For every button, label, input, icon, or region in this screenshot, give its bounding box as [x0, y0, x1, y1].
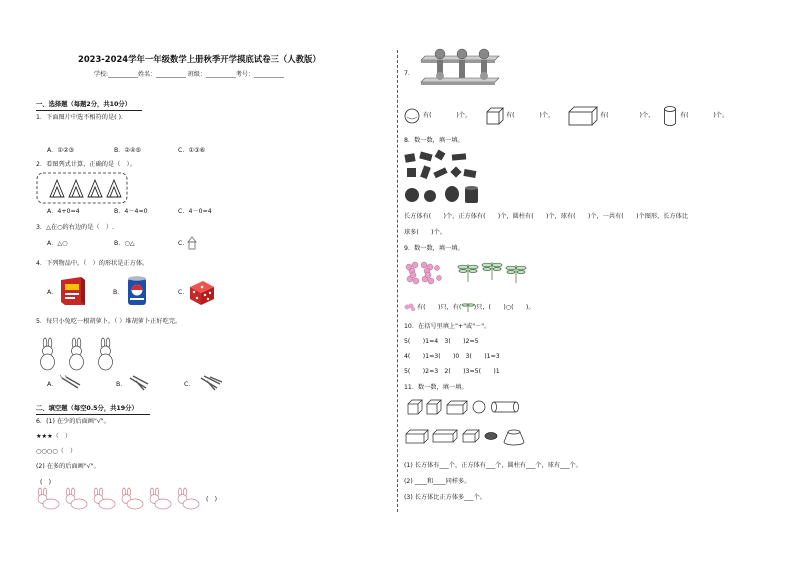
q5-text: 5．每只小兔吃一根胡萝卜，（ ）堆胡萝卜正好吃完。: [36, 318, 182, 325]
q4-option-a: A．: [47, 289, 58, 296]
stars-row: ★★★（ ）: [36, 433, 72, 440]
q3-text: 3．△在○的右边的是（ ）.: [36, 224, 114, 231]
solids-pile-figure: [404, 150, 490, 208]
q3-option-a: A．△○: [47, 240, 68, 247]
q2-option-b: B．4－4=0: [114, 208, 148, 215]
carrots-c-icon: [199, 375, 223, 391]
q1-option-b: B．②④⑤: [114, 147, 142, 154]
q7-number: 7．: [404, 70, 415, 77]
q8-text: 8．数一数，填一填。: [404, 137, 464, 144]
q3-option-c: C．: [178, 240, 189, 247]
section-2-rule: [36, 414, 150, 415]
column-divider: [397, 50, 398, 512]
carrots-b-icon: [128, 375, 150, 391]
cube-shape-icon: [486, 107, 504, 125]
q1-option-c: C．①③⑥: [178, 147, 206, 154]
shelf-figure: [415, 48, 501, 94]
q11-part-1: (1) 长方体有___个，正方体有___个，圆柱有___个，球有___个。: [404, 462, 582, 469]
q5-option-b: B．: [116, 381, 127, 388]
q1-text: 1．下面图片中选不相符的是( )．: [36, 114, 128, 121]
section-2-heading: 二、填空题（每空0.5分，共19分）: [36, 405, 138, 412]
flower-small-icon: [404, 302, 416, 312]
house-shape-icon: [187, 236, 197, 250]
q4-option-b: B．: [113, 289, 124, 296]
q4-text: 4．下列物品中，（ ）的形状是正方体。: [36, 260, 149, 267]
q5-option-c: C．: [184, 381, 195, 388]
q10-row-2: 4( )1=3( )0 3( )1=3: [404, 353, 500, 360]
q8-line-2: 球多( )个。: [404, 229, 446, 236]
q8-line-1: 长方体有( )个，正方体有( )个，圆柱有( )个，球有( )个，一共有( )个图形，长方体比: [404, 213, 689, 220]
q6-part1-text: 6．(1) 在少的后面画"√"。: [36, 418, 110, 425]
q1-option-a: A．①②③: [47, 147, 75, 154]
q7-label-cuboid: 有( )个，: [600, 112, 655, 119]
q2-text: 2．看图列式计算，正确的是（ ）。: [36, 161, 136, 168]
section-1-heading: 一、选择题（每题2分，共10分）: [36, 101, 132, 108]
student-info-line: 学校:__________姓名：__________ 班级：__________考号：__________: [94, 71, 284, 78]
cuboid-shape-icon: [568, 106, 598, 126]
dice-cube-icon: [188, 278, 216, 306]
q11-part-2: (2) ____和____同样多。: [404, 478, 471, 485]
circles-row: ○○○○（ ）: [36, 448, 77, 455]
q10-row-1: 5( )1=4 3( )2=5: [404, 338, 479, 345]
animals-row-figure: [36, 488, 216, 510]
triangles-figure: [36, 172, 128, 204]
carrots-a-icon: [60, 375, 82, 391]
sphere-shape-icon: [404, 108, 420, 124]
flowers-figure: [404, 259, 444, 287]
dragonflies-figure: [458, 260, 530, 286]
q9-text: 9．数一数，填一填。: [404, 245, 464, 252]
q7-label-cylinder: 有( )个。: [680, 112, 729, 119]
answer-paren-b: ( ): [206, 496, 218, 503]
rabbits-figure: [36, 338, 126, 372]
q7-label-sphere: 有( )个，: [423, 112, 472, 119]
cylinder-shape-icon: [663, 105, 677, 127]
q4-option-c: C．: [178, 289, 189, 296]
dictionary-book-icon: [58, 276, 88, 306]
q10-text: 10．在括号里填上"+"或"－"。: [404, 323, 491, 330]
q6-part2-text: (2) 在多的后面画"√"。: [36, 463, 100, 470]
answer-paren-a: ( ): [40, 479, 52, 486]
q9-answer-line: 有( )只，有( )只，( )○( )。: [417, 304, 535, 311]
q2-option-a: A．4+0=4: [47, 208, 80, 215]
q11-text: 11．数一数，填一填。: [404, 384, 468, 391]
q7-label-cube: 有( )个，: [506, 112, 555, 119]
q5-option-a: A．: [47, 381, 58, 388]
q11-part-3: (3) 长方体比正方体多___个。: [404, 494, 486, 501]
q10-row-3: 5( )2=3 2( )3=5( )1: [404, 368, 500, 375]
section-1-rule: [36, 110, 142, 111]
q3-option-b: B．○△: [114, 240, 135, 247]
soda-can-icon: [125, 275, 149, 307]
q2-option-c: C．4－0=4: [178, 208, 212, 215]
solids-two-rows-figure: [404, 398, 534, 454]
page-title: 2023-2024学年一年级数学上册秋季开学摸底试卷三（人教版）: [78, 54, 321, 64]
